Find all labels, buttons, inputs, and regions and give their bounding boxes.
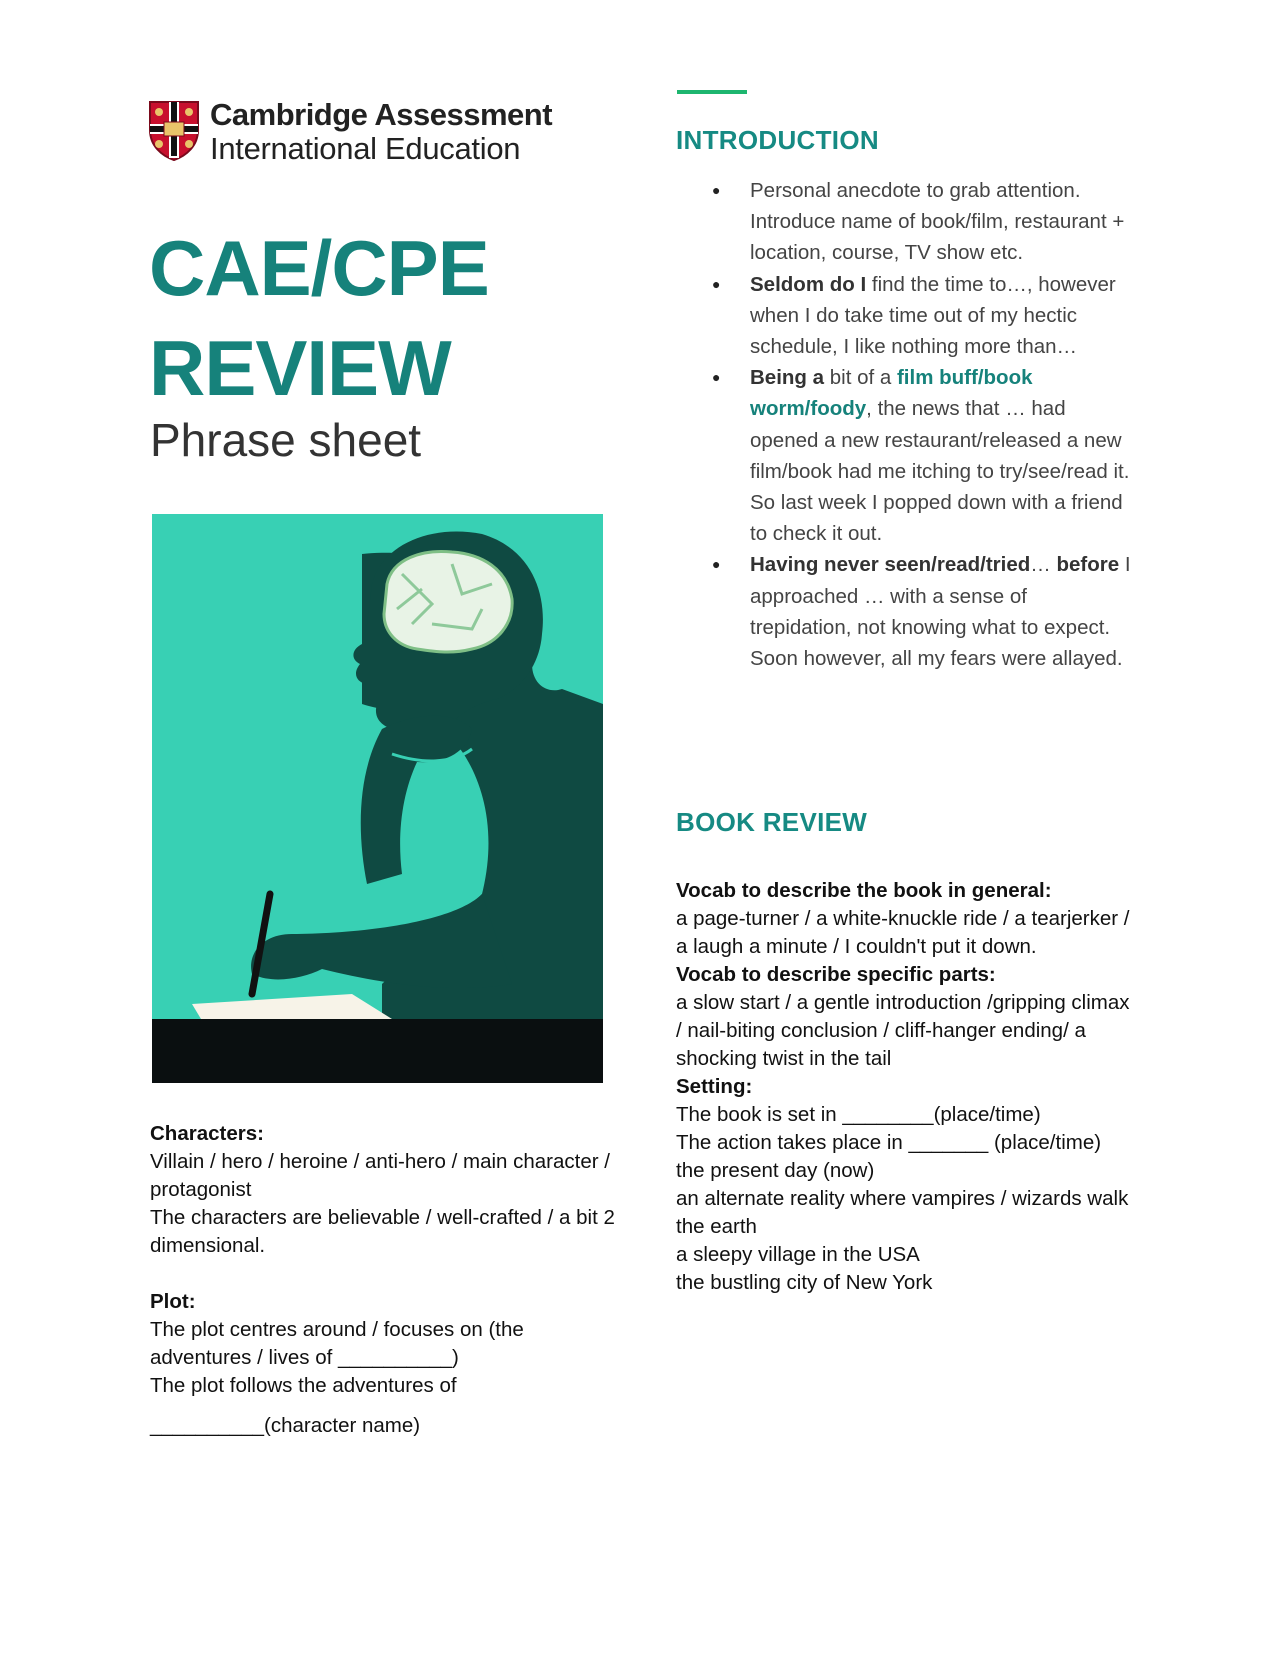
title-line-2: REVIEW bbox=[149, 324, 451, 412]
setting-line: the present day (now) bbox=[676, 1159, 875, 1182]
left-column bbox=[150, 1120, 620, 1440]
crumpled-brain bbox=[384, 551, 512, 652]
characters-label: Characters: bbox=[150, 1122, 264, 1145]
list-item: ● Having never seen/read/tried… before I approached … with a sense of trepidation, not knowing what to expect. Soon however, all my fears were allayed. bbox=[750, 549, 1132, 674]
vocab-general-label: Vocab to describe the book in general: bbox=[676, 879, 1052, 902]
setting-line: an alternate reality where vampires / wizards walk the earth bbox=[676, 1187, 1129, 1238]
characters-description: The characters are believable / well-crafted / a bit 2 dimensional. bbox=[150, 1206, 615, 1257]
setting-label: Setting: bbox=[676, 1075, 753, 1098]
book-review-body bbox=[676, 877, 1136, 1297]
plot-label: Plot: bbox=[150, 1290, 196, 1313]
list-item: ● Being a bit of a film buff/book worm/foody, the news that … had opened a new restaurant/released a new film/book had me itching to try/see/read it. So last week I popped down with a friend to check it out. bbox=[750, 362, 1132, 549]
accent-bar bbox=[677, 90, 747, 94]
plot-line-2: The plot follows the adventures of bbox=[150, 1374, 457, 1397]
vocab-specific-label: Vocab to describe specific parts: bbox=[676, 963, 996, 986]
setting-line: The book is set in ________(place/time) bbox=[676, 1103, 1041, 1126]
setting-line: The action takes place in _______ (place/time) bbox=[676, 1131, 1102, 1154]
title-line-1: CAE/CPE bbox=[149, 224, 489, 312]
vocab-specific: a slow start / a gentle introduction /gripping climax / nail-biting conclusion / cliff-hanger ending/ a shocking twist in the tail bbox=[676, 991, 1130, 1070]
page-subtitle: Phrase sheet bbox=[150, 414, 422, 466]
list-item: ● Seldom do I find the time to…, however when I do take time out of my hectic schedule, I like nothing more than… bbox=[750, 269, 1132, 363]
characters-vocab: Villain / hero / heroine / anti-hero / main character / protagonist bbox=[150, 1150, 610, 1201]
setting-line: a sleepy village in the USA bbox=[676, 1243, 920, 1266]
logo-line-2: International Education bbox=[210, 131, 521, 166]
thinking-writer-illustration bbox=[152, 514, 603, 1083]
page-title bbox=[149, 218, 489, 418]
plot-line-3: __________(character name) bbox=[150, 1414, 421, 1437]
book-review-heading: BOOK REVIEW bbox=[676, 807, 868, 837]
table bbox=[152, 1019, 603, 1083]
plot-line-1: The plot centres around / focuses on (the adventures / lives of __________) bbox=[150, 1318, 524, 1369]
vocab-general: a page-turner / a white-knuckle ride / a tearjerker / a laugh a minute / I couldn't put it down. bbox=[676, 907, 1130, 958]
list-item: ● Personal anecdote to grab attention. Introduce name of book/film, restaurant + location, course, TV show etc. bbox=[750, 175, 1132, 269]
cambridge-logo bbox=[148, 97, 553, 166]
logo-line-1: Cambridge Assessment bbox=[210, 97, 553, 132]
setting-line: the bustling city of New York bbox=[676, 1271, 933, 1294]
introduction-list bbox=[750, 175, 1132, 674]
cambridge-shield-icon bbox=[148, 100, 200, 162]
introduction-heading: INTRODUCTION bbox=[676, 125, 879, 155]
